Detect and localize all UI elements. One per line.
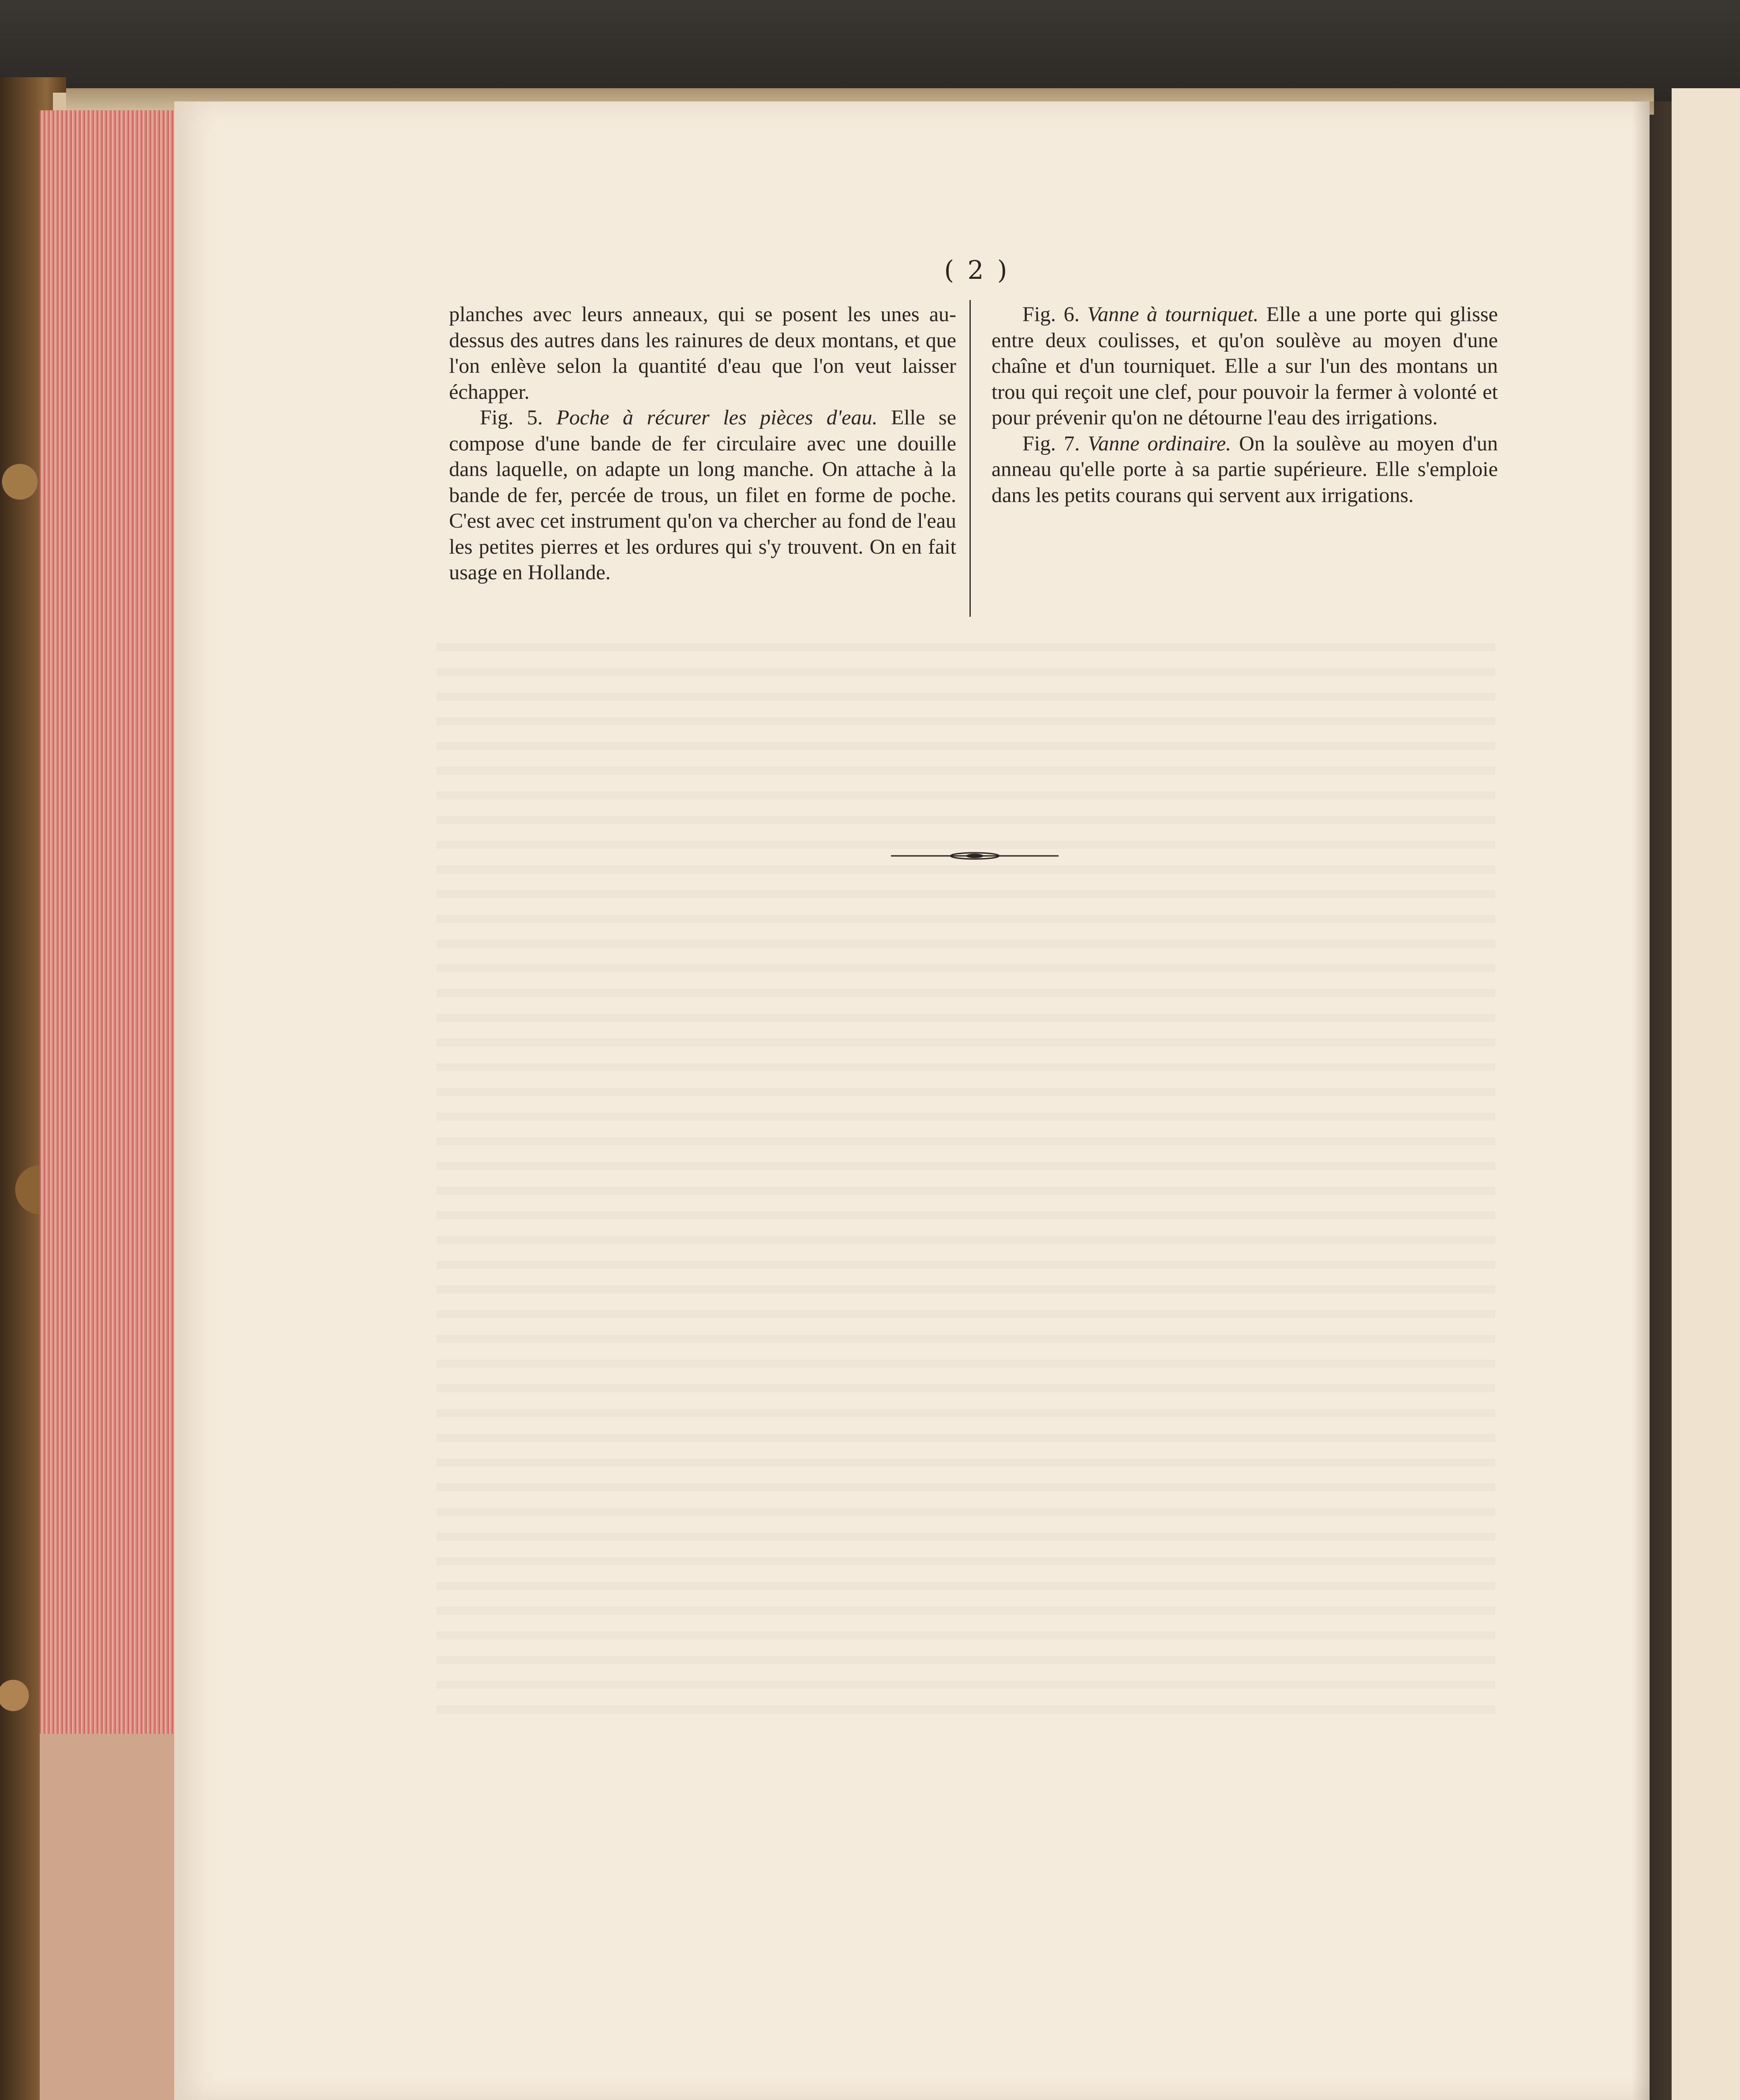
figure-title: Poche à récurer les pièces d'eau. — [556, 406, 878, 429]
paragraph-body: Elle a une porte qui glisse entre deux coulisses, et qu'on soulève au moyen d'une chaîne et d'un tourniquet. Elle a sur l'un des montans un trou qui reçoit une clef, pour pouvoir la fermer à volonté et pour prévenir qu'on ne détourne l'eau des irrigations. — [992, 303, 1498, 429]
figure-label: Fig. 7. — [1022, 431, 1080, 455]
right-column — [992, 302, 1498, 508]
paragraph-fig-6 — [992, 302, 1498, 431]
ornament-divider — [887, 849, 1063, 862]
show-through-text — [437, 626, 1495, 1729]
figure-title: Vanne à tourniquet. — [1087, 303, 1259, 326]
paragraph-fig-7 — [992, 431, 1498, 509]
paragraph-body: On la soulève au moyen d'un anneau qu'elle porte à sa partie supérieure. Elle s'emploie dans les petits courans qui servent aux irrigations. — [992, 431, 1498, 507]
page-edges-lower — [40, 1734, 176, 2100]
paragraph-fig-5 — [449, 405, 956, 586]
page-number: ( 2 ) — [944, 255, 1010, 285]
left-column — [449, 302, 956, 586]
figure-title: Vanne ordinaire. — [1088, 431, 1231, 455]
background — [0, 0, 1740, 101]
figure-label: Fig. 6. — [1022, 303, 1080, 326]
facing-page-edge — [1672, 88, 1740, 2100]
column-divider — [969, 300, 971, 617]
figure-label: Fig. 5. — [480, 406, 543, 429]
paragraph-body: Elle se compose d'une bande de fer circulaire avec une douille dans laquelle, on adapte un long manche. On attache à la bande de fer, percée de trous, un filet en forme de poche. C'est avec cet instrument qu'on va chercher au fond de l'eau les petites pierres et les ordures qui s'y trouvent. On en fait usage en Hollande. — [449, 406, 956, 584]
page-edges-left — [40, 110, 176, 1734]
paragraph: planches avec leurs anneaux, qui se posent les unes au-dessus des autres dans les rainures de deux montans, et que l'on enlève selon la quantité d'eau que l'on veut laisser échapper. — [449, 303, 956, 404]
gutter-shadow — [1632, 101, 1672, 2100]
